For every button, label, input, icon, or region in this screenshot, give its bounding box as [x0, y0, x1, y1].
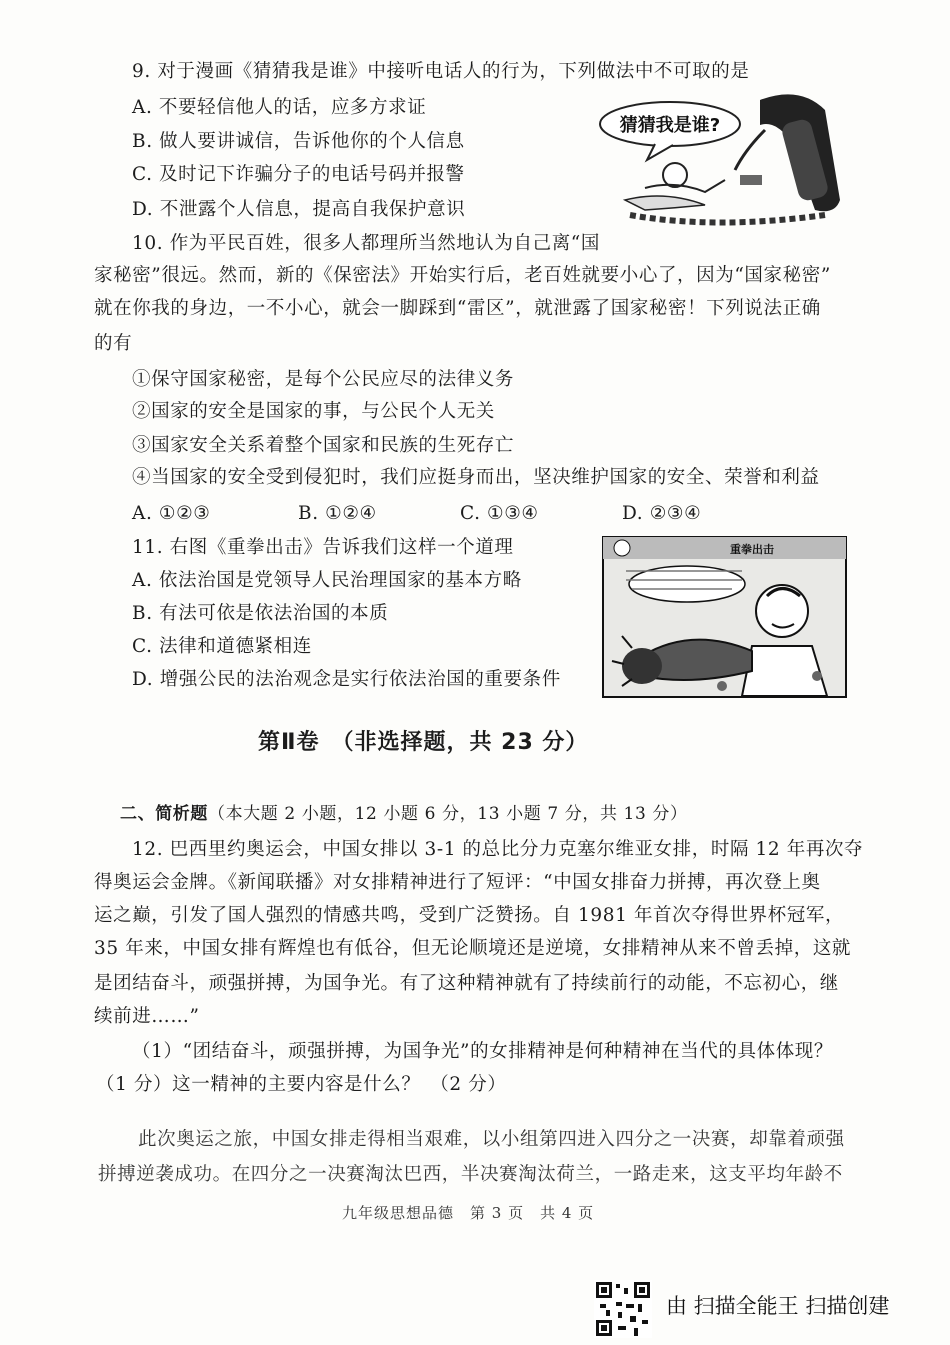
q12-line-5: 是团结奋斗，顽强拼搏，为国争光。有了这种精神就有了持续前行的动能，不忘初心，继 [94, 973, 839, 994]
q10-line-1: 10. 作为平民百姓，很多人都理所当然地认为自己离“国 [132, 233, 600, 254]
q10-statement-3: ③国家安全关系着整个国家和民族的生死存亡 [132, 435, 515, 456]
q12-cont-line-2: 拼搏逆袭成功。在四分之一决赛淘汰巴西，半决赛淘汰荷兰，一路走来，这支平均年龄不 [98, 1164, 843, 1185]
q10-line-4: 的有 [94, 333, 133, 354]
q12-line-4: 35 年来，中国女排有辉煌也有低谷，但无论顺境还是逆境，女排精神从来不曾丢掉，这就 [94, 938, 852, 959]
q9-stem: 9. 对于漫画《猜猜我是谁》中接听电话人的行为，下列做法中不可取的是 [132, 61, 750, 82]
q9-option-b: B. 做人要讲诚信，告诉他你的个人信息 [132, 131, 465, 152]
heavy-punch-cartoon [602, 536, 847, 698]
cartoon-title: 重拳出击 [730, 543, 774, 556]
q10-line-3: 就在你我的身边，一不小心，就会一脚踩到“雷区”，就泄露了国家秘密！下列说法正确 [94, 298, 821, 319]
phone-scam-cartoon [585, 80, 855, 230]
q10-option-d: D. ②③④ [622, 503, 702, 524]
q12-line-2: 得奥运会金牌。《新闻联播》对女排精神进行了短评：“中国女排奋力拼搏，再次登上奥 [94, 872, 821, 893]
q12-sub1-line-2: （1 分）这一精神的主要内容是什么？ （2 分） [96, 1074, 507, 1095]
section2-header [120, 802, 688, 826]
q11-option-b: B. 有法可依是依法治国的本质 [132, 603, 389, 624]
q10-statement-2: ②国家的安全是国家的事，与公民个人无关 [132, 401, 495, 422]
section2-note: （本大题 2 小题，12 小题 6 分，13 小题 7 分，共 13 分） [208, 804, 688, 824]
q12-cont-line-1: 此次奥运之旅，中国女排走得相当艰难，以小组第四进入四分之一决赛，却靠着顽强 [138, 1129, 845, 1150]
q10-line-2: 家秘密”很远。然而，新的《保密法》开始实行后，老百姓就要小心了，因为“国家秘密” [94, 265, 831, 286]
q9-option-c: C. 及时记下诈骗分子的电话号码并报警 [132, 164, 465, 185]
q11-option-d: D. 增强公民的法治观念是实行依法治国的重要条件 [132, 669, 561, 690]
q12-line-1: 12. 巴西里约奥运会，中国女排以 3-1 的总比分力克塞尔维亚女排，时隔 12 年再次夺 [132, 839, 864, 860]
qr-code-icon [594, 1280, 652, 1338]
q10-statement-4: ④当国家的安全受到侵犯时，我们应挺身而出，坚决维护国家的安全、荣誉和利益 [132, 467, 820, 488]
q10-statement-1: ①保守国家秘密，是每个公民应尽的法律义务 [132, 369, 515, 390]
q11-option-a: A. 依法治国是党领导人民治理国家的基本方略 [132, 570, 522, 591]
q9-option-d: D. 不泄露个人信息，提高自我保护意识 [132, 199, 466, 220]
q11-option-c: C. 法律和道德紧相连 [132, 636, 312, 657]
section2-label: 二、简析题 [120, 804, 208, 824]
q11-stem: 11. 右图《重拳出击》告诉我们这样一个道理 [132, 537, 514, 558]
part2-title: 第Ⅱ卷 （非选择题，共 23 分） [258, 730, 589, 755]
q10-option-b: B. ①②④ [298, 503, 377, 524]
q10-option-a: A. ①②③ [132, 503, 211, 524]
page-footer: 九年级思想品德 第 3 页 共 4 页 [342, 1204, 595, 1222]
q9-option-a: A. 不要轻信他人的话，应多方求证 [132, 97, 427, 118]
cartoon-speech-text: 猜猜我是谁? [619, 115, 721, 136]
scanner-watermark: 由 扫描全能王 扫描创建 [666, 1294, 890, 1318]
q12-sub1-line-1: （1）“团结奋斗，顽强拼搏，为国争光”的女排精神是何种精神在当代的具体体现？ [132, 1041, 833, 1062]
q12-line-6: 续前进……” [94, 1006, 200, 1027]
q10-option-c: C. ①③④ [460, 503, 539, 524]
q12-line-3: 运之巅，引发了国人强烈的情感共鸣，受到广泛赞扬。自 1981 年首次夺得世界杯冠军， [94, 905, 845, 926]
